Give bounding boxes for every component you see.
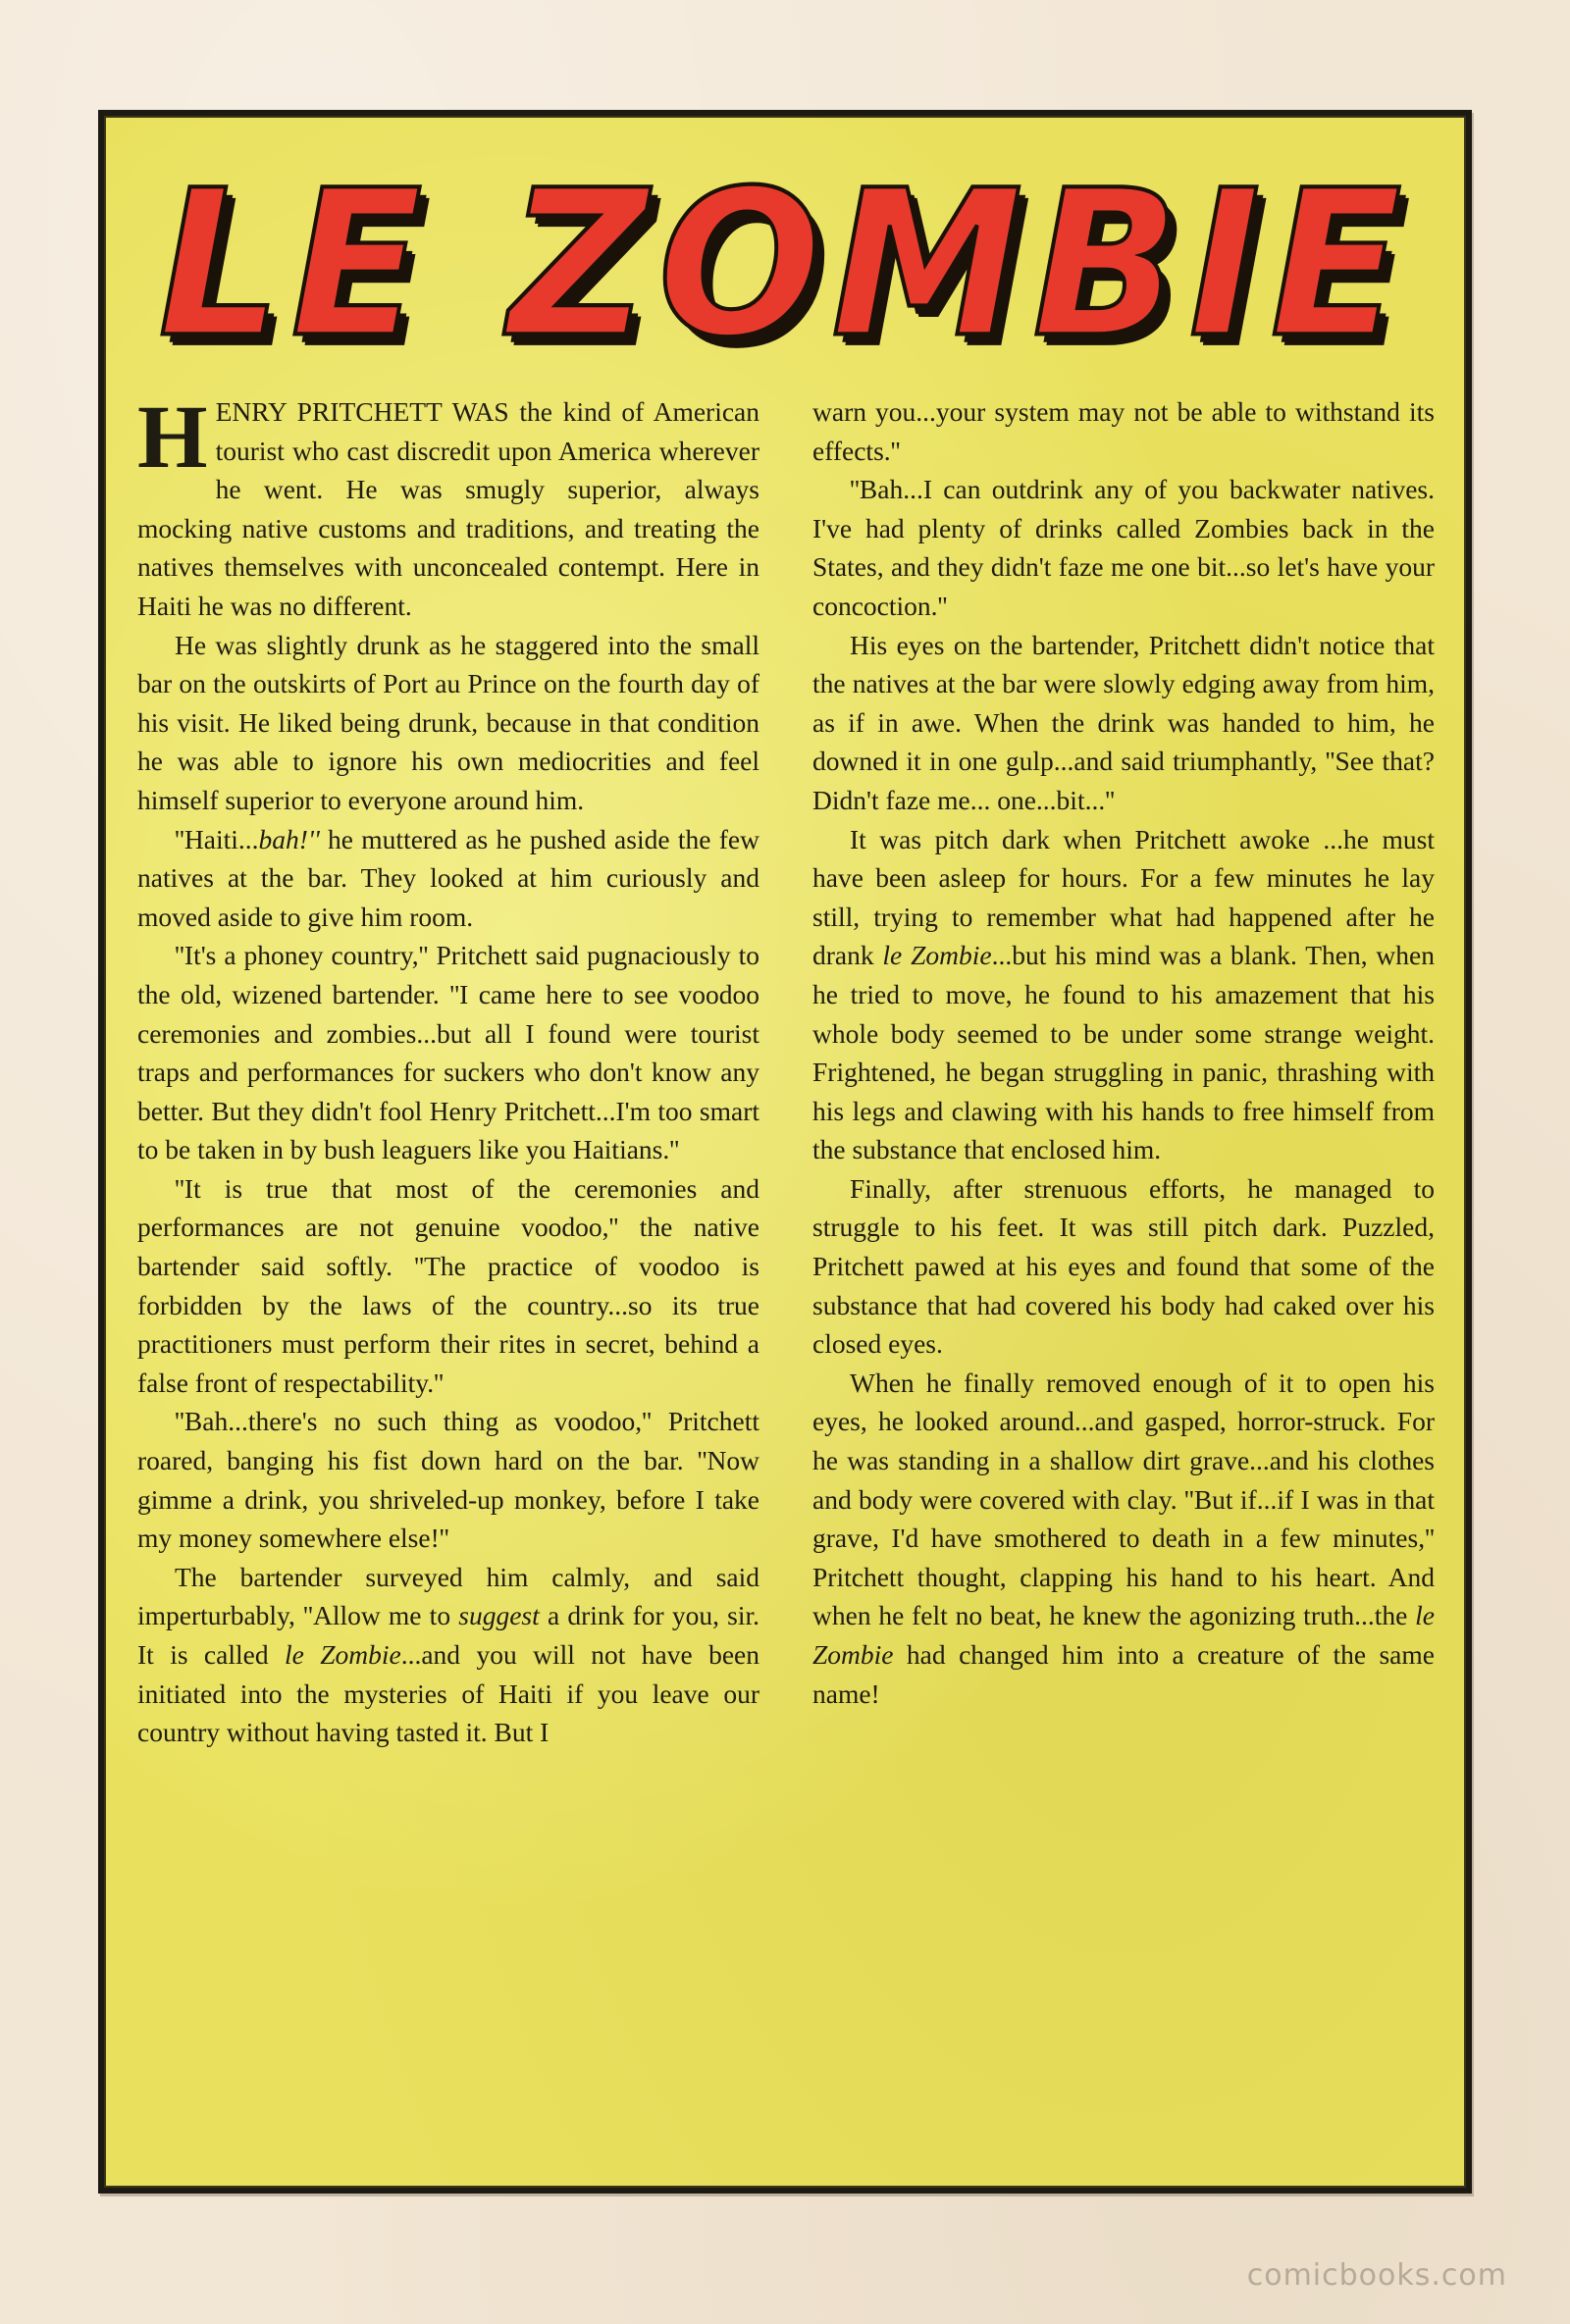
story-panel [98,110,1472,2194]
story-paragraph: He was slightly drunk as he staggered into the small bar on the outskirts of Port au Prince on the fourth day of his visit. He liked being drunk, because in that condition he was able to ignore his own mediocrities and feel himself superior to everyone around him. [137,629,759,815]
text-column-right [812,392,1435,1713]
drop-cap: H [137,387,208,487]
text-column-left [137,387,759,1752]
story-paragraph: Finally, after strenuous efforts, he managed to struggle to his feet. It was still pitch dark. Puzzled, Pritchett pawed at his eyes and found that some of the substance that had covered his body had caked over his closed eyes. [812,1172,1435,1360]
story-paragraph: HENRY PRITCHETT WAS the kind of American tourist who cast discredit upon America wherever he went. He was smugly superior, always mocking native customs and traditions, and treating the natives themselves with unconcealed contempt. Here in Haiti he was no different. [137,387,759,621]
story-paragraph: ''It is true that most of the ceremonies and performances are not genuine voodoo,'' the native bartender said softly. ''The practice of voodoo is forbidden by the laws of the country...so its true practitioners must perform their rites in secret, behind a false front of respectability.'' [137,1172,759,1398]
story-paragraph: warn you...your system may not be able to withstand its effects.'' [812,396,1435,466]
site-watermark: comicbooks.com [1246,2258,1507,2293]
story-paragraph: ''Bah...I can outdrink any of you backwater natives. I've had plenty of drinks called Zombies back in the States, and they didn't faze me one bit...so let's have your concoction.'' [812,474,1435,621]
story-paragraph: His eyes on the bartender, Pritchett didn't notice that the natives at the bar were slowly edging away from him, as if in awe. When the drink was handed to him, he downed it in one gulp...and said triumphantly, ''See that? Didn't faze me... one...bit...'' [812,629,1435,815]
story-paragraph: ''Bah...there's no such thing as voodoo,'' Pritchett roared, banging his fist down hard on the bar. ''Now gimme a drink, you shriveled-up monkey, before I take my money somewhere else!'' [137,1406,759,1554]
story-paragraph: ''Haiti...bah!'' he muttered as he pushed aside the few natives at the bar. They looked at him curiously and moved aside to give him room. [137,823,759,932]
story-title: LE ZOMBIE [158,147,1412,383]
story-paragraph: It was pitch dark when Pritchett awoke ...he must have been asleep for hours. For a few minutes he lay still, trying to remember what had happened after he drank le Zombie...but his mind was a blank. Then, when he tried to move, he found to his amazement that his whole body seemed to be under some strange weight. Frightened, he began struggling in panic, thrashing with his legs and clawing with his hands to free himself from the substance that enclosed him. [812,823,1435,1165]
story-paragraph: When he finally removed enough of it to open his eyes, he looked around...and gasped, horror-struck. For he was standing in a shallow dirt grave...and his clothes and body were covered with clay. ''But if...if I was in that grave, I'd have smothered to death in a few minutes,'' Pritchett thought, clapping his hand to his heart. And when he felt no beat, he knew the agonizing truth...the le Zombie had changed him into a creature of the same name! [812,1367,1435,1709]
story-paragraph: The bartender surveyed him calmly, and said imperturbably, ''Allow me to suggest a drink for you, sir. It is called le Zombie...and you will not have been initiated into the mysteries of Haiti if you leave our country without having tasted it. But I [137,1561,759,1748]
story-paragraph: ''It's a phoney country,'' Pritchett said pugnaciously to the old, wizened bartender. ''I came here to see voodoo ceremonies and zombies...but all I found were tourist traps and performances for suckers who don't know any better. But they didn't fool Henry Pritchett...I'm too smart to be taken in by bush leaguers like you Haitians.'' [137,940,759,1165]
